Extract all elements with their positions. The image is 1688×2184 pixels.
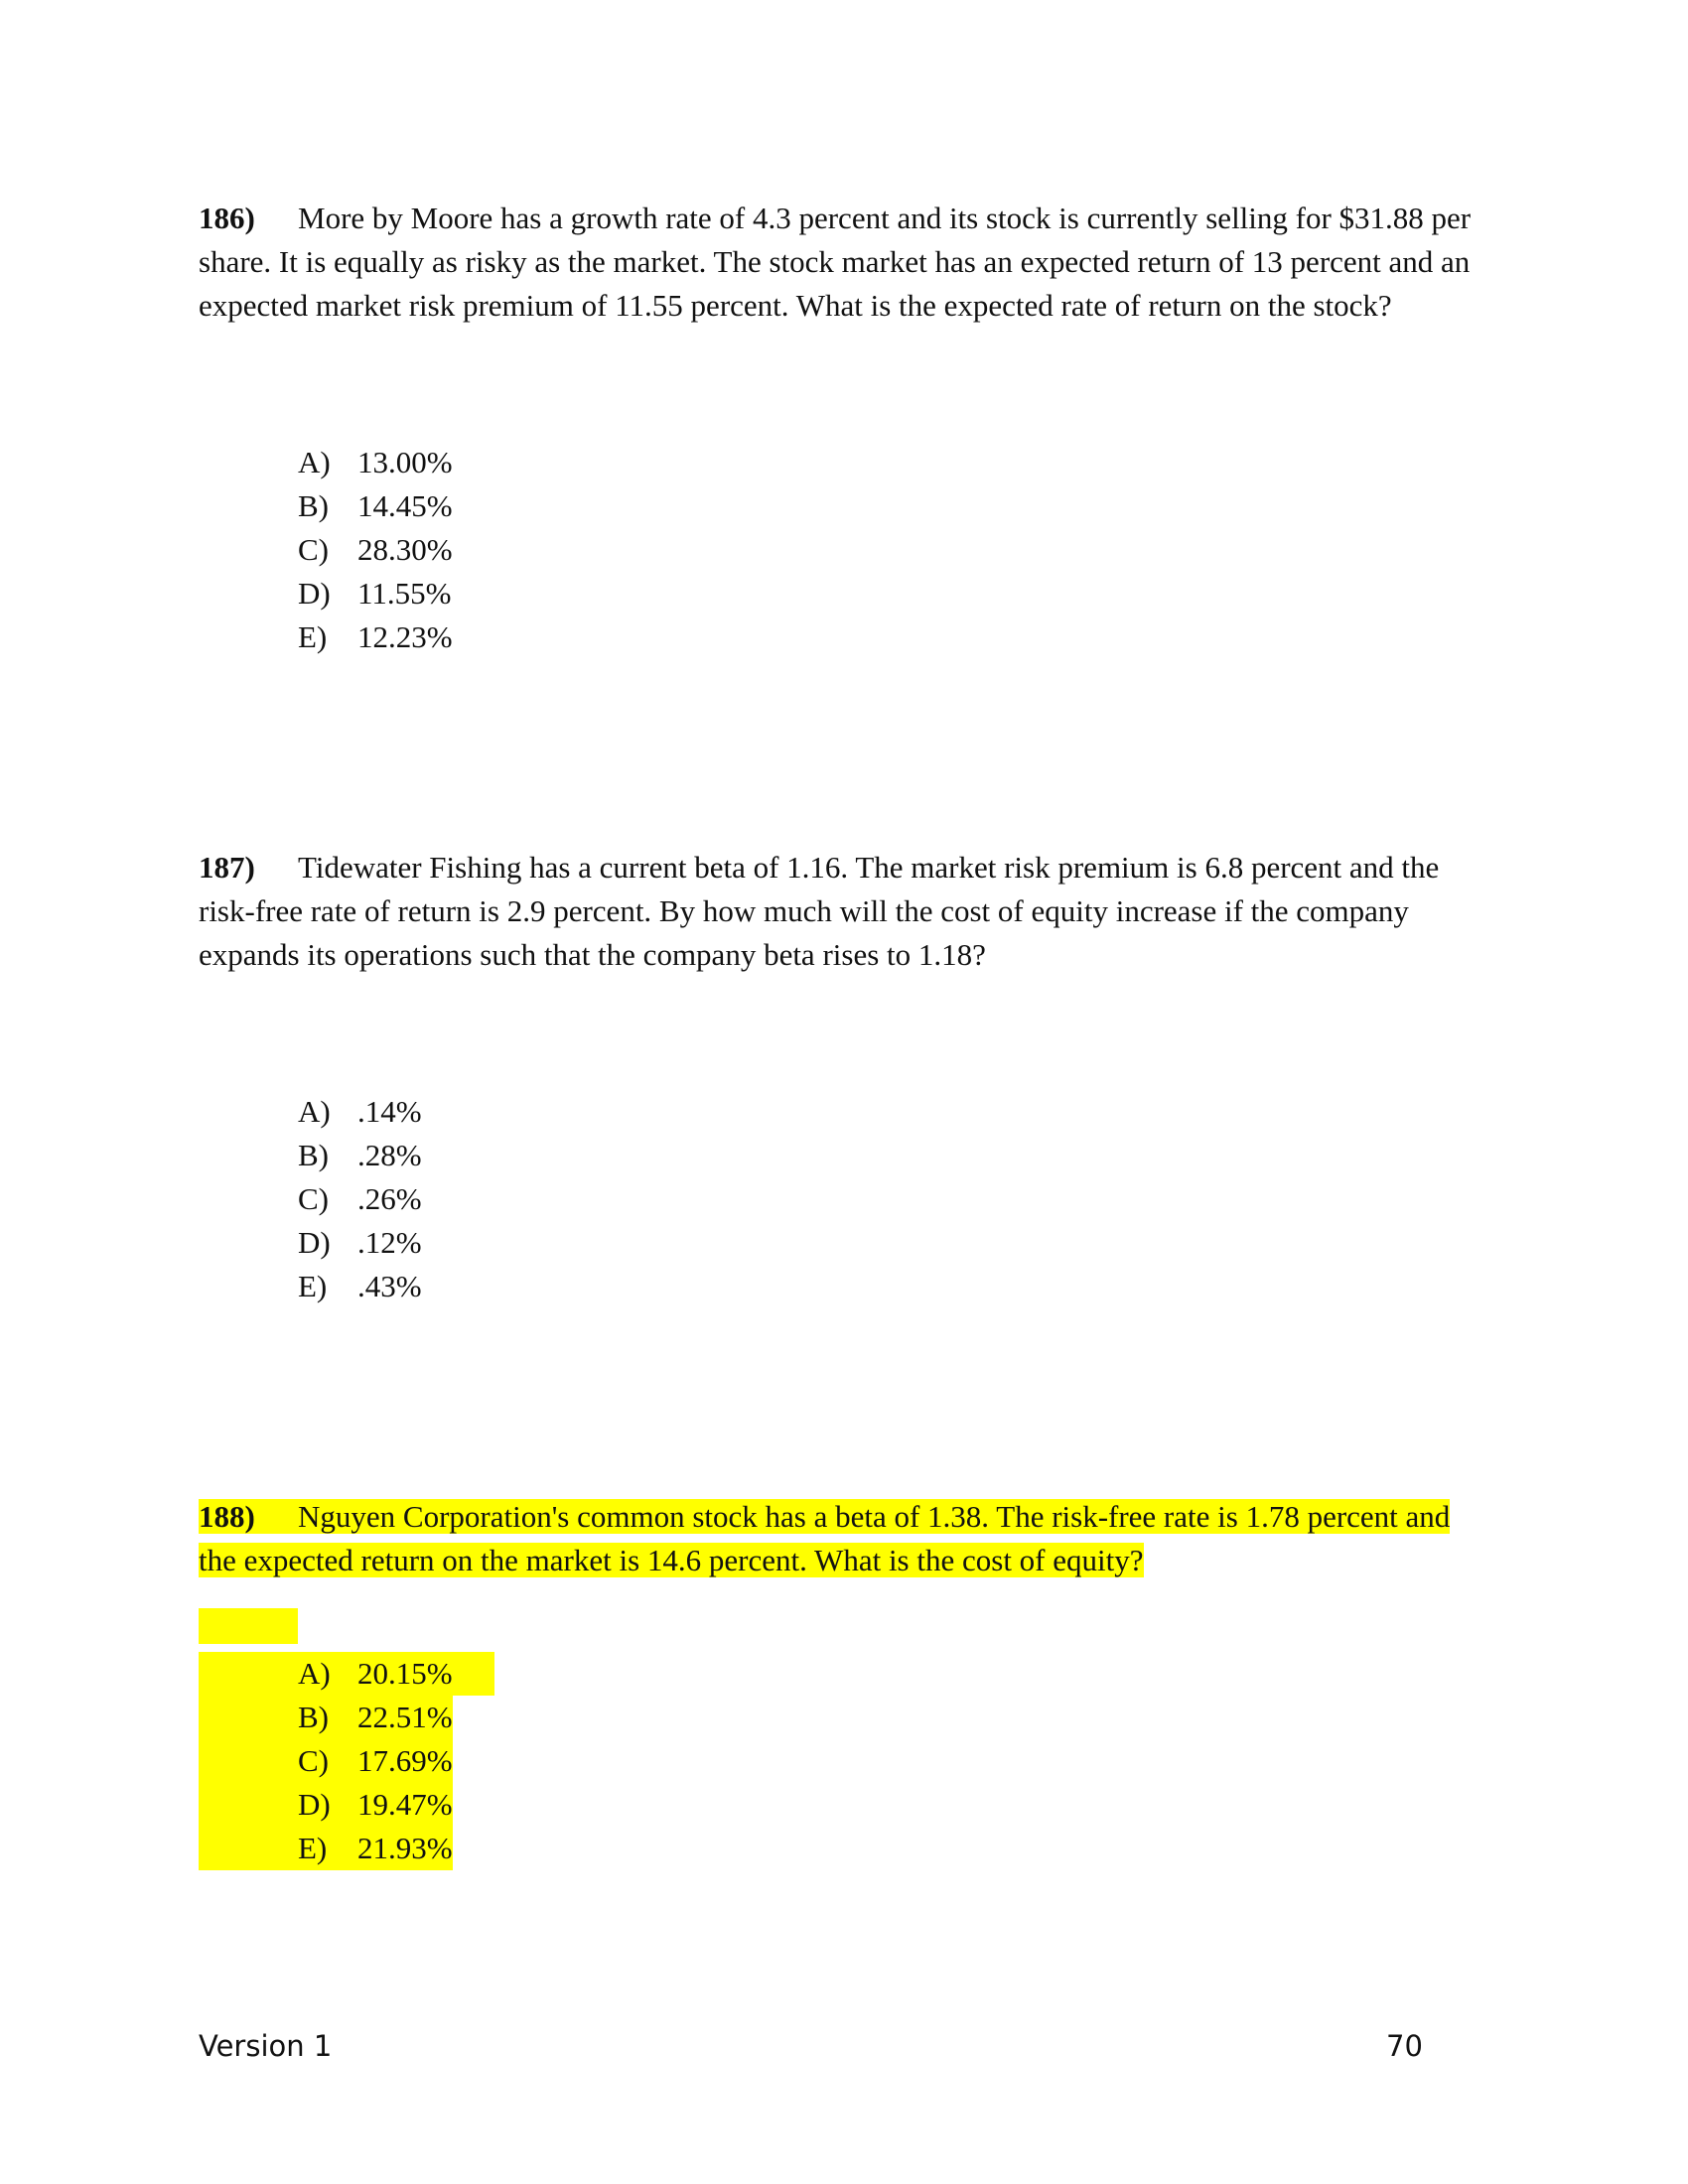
question-number: 187): [199, 850, 255, 885]
question-text: [199, 197, 1489, 328]
choice-letter: D): [298, 576, 331, 611]
choice-value: 20.15%: [357, 1656, 453, 1691]
question-188: [199, 1495, 1489, 1865]
choice-value: 28.30%: [357, 532, 453, 567]
choice-value: 22.51%: [357, 1700, 453, 1734]
choice-value: .26%: [357, 1181, 422, 1216]
choice-b[interactable]: [298, 484, 453, 528]
choice-b[interactable]: [298, 1134, 422, 1177]
choice-highlight: [199, 1783, 453, 1827]
choice-letter: E): [298, 1831, 328, 1865]
question-number: 188): [199, 1499, 255, 1534]
choice-letter: A): [298, 445, 331, 479]
choice-value: .28%: [357, 1138, 422, 1172]
choice-e[interactable]: [298, 1265, 422, 1308]
choice-a[interactable]: [298, 441, 453, 484]
choice-letter: A): [298, 1656, 331, 1691]
question-187: [199, 846, 1489, 1303]
choice-e[interactable]: [199, 1827, 494, 1870]
choice-c[interactable]: [199, 1739, 494, 1783]
choice-letter: C): [298, 532, 329, 567]
page-number: 70: [1386, 2029, 1423, 2063]
choice-d[interactable]: [199, 1783, 494, 1827]
question-186: [199, 197, 1489, 654]
choice-value: 14.45%: [357, 488, 453, 523]
question-body: Nguyen Corporation's common stock has a beta of 1.38. The risk-free rate is 1.78 percent and the expected return on the market is 14.6 percent. What is the cost of equity?: [199, 1499, 1451, 1577]
choice-letter: B): [298, 1700, 329, 1734]
question-number: 186): [199, 201, 255, 235]
answer-choices: [199, 1652, 494, 1870]
choice-highlight: [199, 1739, 453, 1783]
choice-value: .14%: [357, 1094, 422, 1129]
choice-letter: A): [298, 1094, 331, 1129]
choice-letter: E): [298, 1269, 328, 1303]
answer-choices: [298, 441, 453, 659]
choice-letter: B): [298, 1138, 329, 1172]
choice-c[interactable]: [298, 1177, 422, 1221]
question-text: [199, 1495, 1489, 1582]
question-body: Tidewater Fishing has a current beta of 1.16. The market risk premium is 6.8 percent and the risk-free rate of return is 2.9 percent. By how much will the cost of equity increase if the company expands its operations such that the company beta rises to 1.18?: [199, 850, 1440, 972]
choice-value: 13.00%: [357, 445, 453, 479]
choice-highlight: [199, 1827, 453, 1870]
choice-letter: D): [298, 1787, 331, 1822]
choice-value: .12%: [357, 1225, 422, 1260]
choice-value: 19.47%: [357, 1787, 453, 1822]
choice-a[interactable]: [298, 1090, 422, 1134]
question-highlight: [199, 1499, 1450, 1577]
choice-value: 17.69%: [357, 1743, 453, 1778]
question-body: More by Moore has a growth rate of 4.3 percent and its stock is currently selling for $31.88 per share. It is equally as risky as the market. The stock market has an expected return of 13 percent and an expected market risk premium of 11.55 percent. What is the expected rate of return on the stock?: [199, 201, 1472, 323]
choice-value: 12.23%: [357, 619, 453, 654]
choice-highlight: [199, 1652, 494, 1696]
choice-value: .43%: [357, 1269, 422, 1303]
choice-c[interactable]: [298, 528, 453, 572]
choice-a[interactable]: [199, 1652, 494, 1696]
choice-letter: C): [298, 1743, 329, 1778]
choice-letter: C): [298, 1181, 329, 1216]
choice-d[interactable]: [298, 572, 453, 615]
footer-version: Version 1: [199, 2029, 333, 2063]
choice-letter: D): [298, 1225, 331, 1260]
choice-e[interactable]: [298, 615, 453, 659]
choice-letter: E): [298, 619, 328, 654]
choice-highlight: [199, 1696, 453, 1739]
question-text: [199, 846, 1489, 977]
answer-choices: [298, 1090, 422, 1308]
choice-value: 11.55%: [357, 576, 452, 611]
choice-b[interactable]: [199, 1696, 494, 1739]
choice-letter: B): [298, 488, 329, 523]
choice-value: 21.93%: [357, 1831, 453, 1865]
choice-d[interactable]: [298, 1221, 422, 1265]
highlight-spacer: [199, 1608, 298, 1644]
